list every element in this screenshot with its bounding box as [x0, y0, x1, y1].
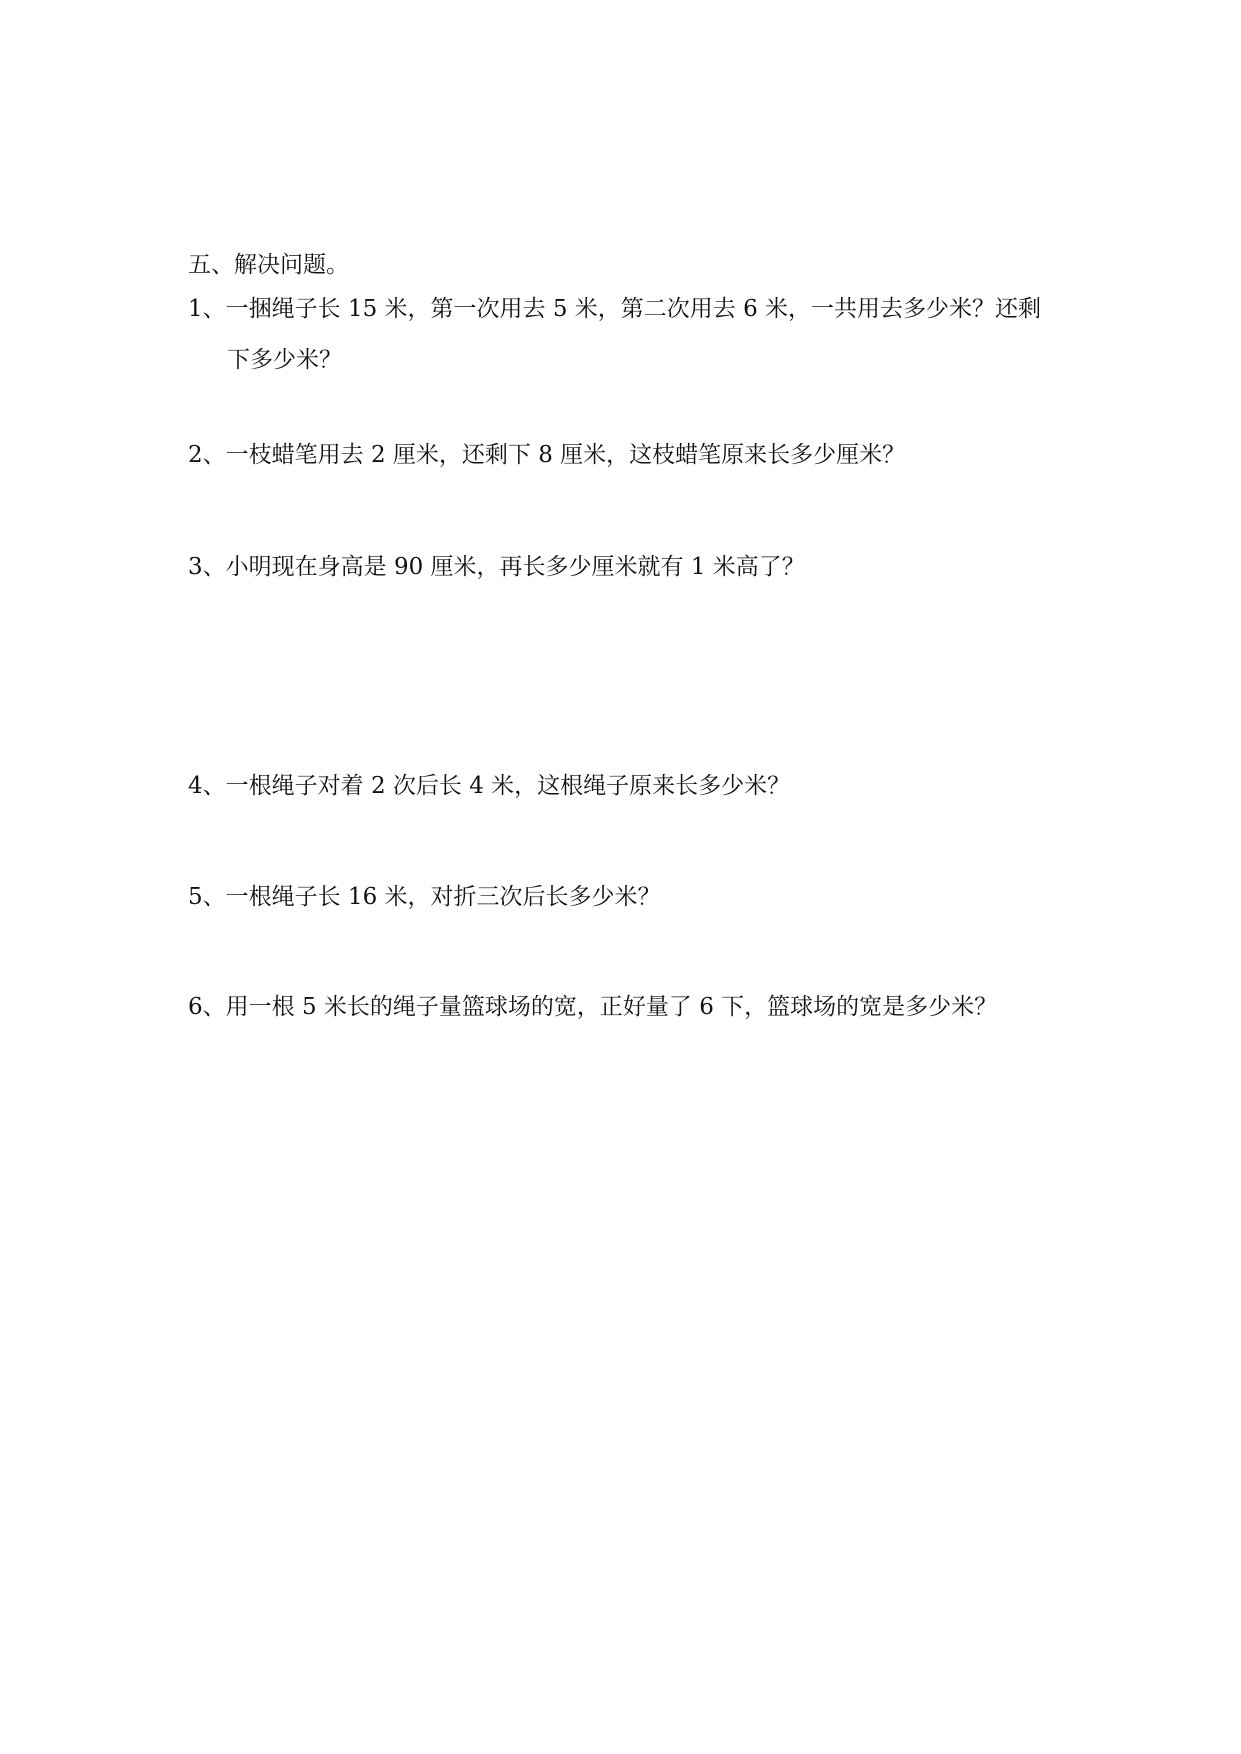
section-heading: 五、解决问题。: [188, 252, 349, 278]
question-1-line-1: 1、一捆绳子长 15 米，第一次用去 5 米，第二次用去 6 米，一共用去多少米？还剩: [188, 296, 1042, 322]
question-6: 6、用一根 5 米长的绳子量篮球场的宽，正好量了 6 下，篮球场的宽是多少米？: [188, 994, 998, 1020]
question-2: 2、一枝蜡笔用去 2 厘米，还剩下 8 厘米，这枝蜡笔原来长多少厘米？: [188, 442, 906, 468]
question-1-line-2: 下多少米？: [227, 347, 342, 373]
question-3: 3、小明现在身高是 90 厘米，再长多少厘米就有 1 米高了？: [188, 554, 805, 580]
question-4: 4、一根绳子对着 2 次后长 4 米，这根绳子原来长多少米？: [188, 773, 791, 799]
question-5: 5、一根绳子长 16 米，对折三次后长多少米？: [188, 884, 661, 910]
